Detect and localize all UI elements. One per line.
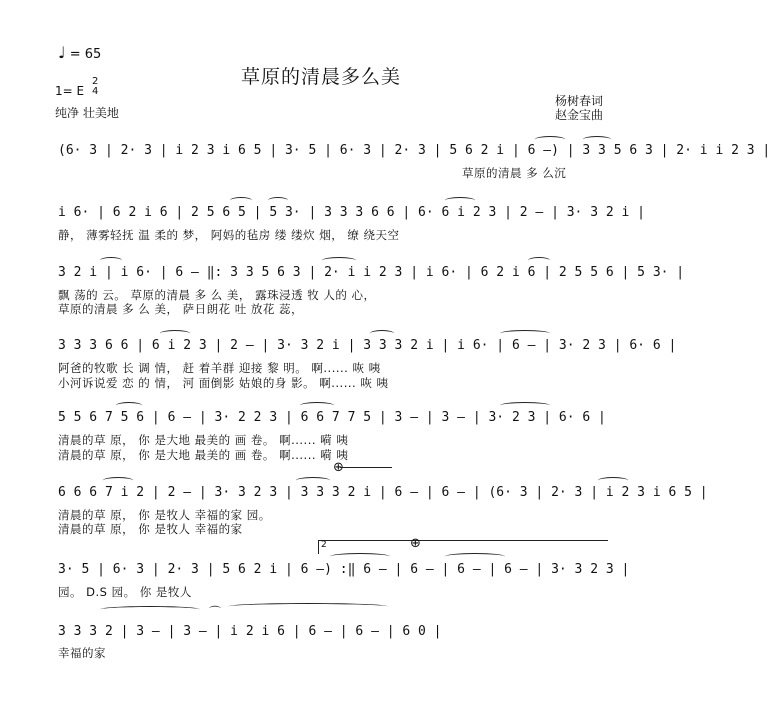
slur-mark bbox=[160, 330, 190, 337]
lyrics-system-8-verse-1: 幸福的家 bbox=[58, 646, 106, 660]
notation-system-7: 3· 5 | 6· 3 | 2· 3 | 5 6 2 i | 6 —) :‖ 6 — | 6 — | 6 — | 6 — | 3· 3 2 3 | bbox=[58, 562, 630, 577]
lyrics-system-6-verse-1: 清晨的草 原， 你 是牧人 幸福的家 园。 bbox=[58, 508, 271, 522]
slur-mark bbox=[528, 257, 550, 264]
tempo-marking bbox=[58, 43, 101, 62]
tie-mark bbox=[445, 553, 505, 560]
song-title: 草原的清晨多么美 bbox=[241, 66, 402, 88]
lyrics-system-4-verse-1: 阿爸的牧歌 长 调 情， 赶 着羊群 迎接 黎 明。 啊...... 咴 咦 bbox=[58, 361, 381, 375]
volta-bracket bbox=[318, 540, 608, 541]
volta-bracket-start bbox=[318, 540, 319, 554]
lyrics-system-3-verse-1: 飘 荡的 云。 草原的清晨 多 么 美， 露珠浸透 牧 人的 心， bbox=[58, 288, 376, 302]
lyrics-system-4-verse-2: 小河诉说爱 恋 的 情， 河 面倒影 姑娘的身 影。 啊...... 咴 咦 bbox=[58, 376, 389, 390]
notation-system-2: i 6· | 6 2 i 6 | 2 5 6 5 | 5 3· | 3 3 3 6 6 | 6· 6 i 2 3 | 2 — | 3· 3 2 i | bbox=[58, 205, 645, 220]
notation-system-6: 6 6 6 7 i 2 | 2 — | 3· 3 2 3 | 3 3 3 2 i | 6 — | 6 — | (6· 3 | 2· 3 | i 2 3 i 6 5 | bbox=[58, 485, 708, 500]
fermata-icon: ⌒ bbox=[209, 605, 222, 619]
time-signature bbox=[92, 77, 98, 97]
key-label: 1= E bbox=[55, 84, 85, 98]
style-marking: 纯净 壮美地 bbox=[55, 106, 119, 120]
notation-system-8: 3 3 3 2 | 3 — | 3 — | i 2 i 6 | 6 — | 6 — | 6 0 | bbox=[58, 624, 442, 639]
lyrics-system-6-verse-2: 清晨的草 原， 你 是牧人 幸福的家 bbox=[58, 522, 243, 536]
time-top: 2 bbox=[92, 76, 99, 87]
tie-mark bbox=[100, 606, 200, 613]
notation-system-3: 3 2 i | i 6· | 6 — ‖: 3 3 5 6 3 | 2· i i 2 3 | i 6· | 6 2 i 6 | 2 5 5 6 | 5 3· | bbox=[58, 265, 685, 280]
slur-mark bbox=[500, 330, 550, 337]
coda-icon: ⊕ bbox=[410, 536, 421, 551]
lyrics-system-2-verse-1: 静， 薄雾轻抚 温 柔的 梦， 阿妈的毡房 缕 缕炊 烟， 缭 绕天空 bbox=[58, 228, 400, 242]
tie-mark bbox=[228, 603, 388, 610]
slur-mark bbox=[370, 330, 394, 337]
slur-mark bbox=[116, 402, 142, 409]
composer-credit: 赵金宝曲 bbox=[555, 108, 604, 122]
time-bottom: 4 bbox=[92, 86, 99, 97]
slur-mark bbox=[535, 136, 565, 143]
coda-line bbox=[340, 467, 392, 468]
coda-icon: ⊕ bbox=[333, 460, 344, 475]
slur-mark bbox=[103, 477, 133, 484]
slur-mark bbox=[230, 197, 252, 204]
slur-mark bbox=[500, 402, 550, 409]
tie-mark bbox=[330, 553, 390, 560]
notation-system-1: (6· 3 | 2· 3 | i 2 3 i 6 5 | 3· 5 | 6· 3 | 2· 3 | 5 6 2 i | 6 —) | 3 3 5 6 3 | 2· i i 2 3 | bbox=[58, 143, 770, 158]
slur-mark bbox=[100, 257, 122, 264]
slur-mark bbox=[268, 197, 288, 204]
tempo-value: = 65 bbox=[69, 47, 102, 62]
slur-mark bbox=[598, 477, 628, 484]
slur-mark bbox=[583, 136, 611, 143]
lyrics-system-5-verse-1: 清晨的草 原， 你 是大地 最美的 画 卷。 啊...... 嗬 咦 bbox=[58, 433, 349, 447]
key-signature bbox=[55, 84, 84, 98]
lyrics-system-1-verse-1: 草原的清晨 多 么沉 bbox=[462, 166, 567, 180]
lyrics-system-3-verse-2: 草原的清晨 多 么 美， 萨日朗花 吐 放花 蕊， bbox=[58, 302, 304, 316]
slur-mark bbox=[300, 402, 334, 409]
slur-mark bbox=[445, 197, 475, 204]
lyrics-system-7-verse-1: 园。 D.S 园。 你 是牧人 bbox=[58, 585, 192, 599]
lyrics-system-5-verse-2: 清晨的草 原， 你 是大地 最美的 画 卷。 啊...... 嗬 咦 bbox=[58, 448, 349, 462]
slur-mark bbox=[322, 257, 356, 264]
notation-system-4: 3 3 3 6 6 | 6 i 2 3 | 2 — | 3· 3 2 i | 3 3 3 2 i | i 6· | 6 — | 3· 2 3 | 6· 6 | bbox=[58, 338, 677, 353]
quarter-note-icon: ♩ bbox=[58, 43, 66, 62]
lyricist-credit: 杨树春词 bbox=[555, 94, 604, 108]
volta-number: 2 bbox=[321, 540, 327, 550]
slur-mark bbox=[296, 477, 330, 484]
notation-system-5: 5 5 6 7 5 6 | 6 — | 3· 2 2 3 | 6 6 7 7 5 | 3 — | 3 — | 3· 2 3 | 6· 6 | bbox=[58, 410, 606, 425]
